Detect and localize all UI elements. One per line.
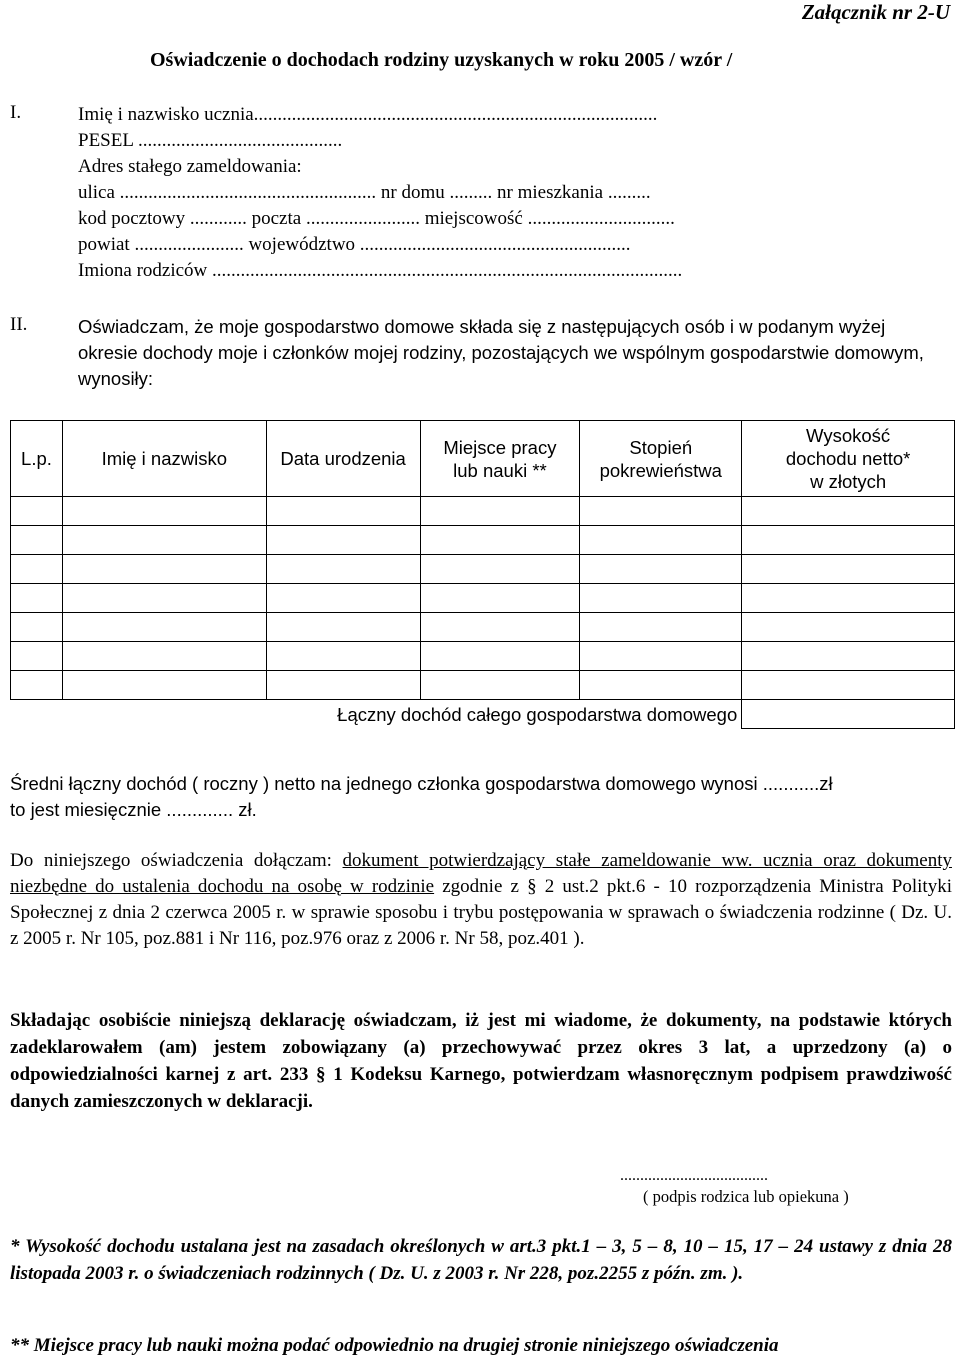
header-relationship: Stopień pokrewieństwa bbox=[580, 421, 742, 497]
header-income: Wysokość dochodu netto* w złotych bbox=[742, 421, 955, 497]
table-row[interactable] bbox=[11, 526, 955, 555]
county-line[interactable]: powiat ....................... województwo ......................................................... bbox=[78, 234, 631, 255]
table-header-row bbox=[11, 421, 955, 497]
attachments-paragraph: Do niniejszego oświadczenia dołączam: dokument potwierdzający stałe zameldowanie ww. ucznia oraz dokumenty niezbędne do ustalenia dochodu na osobę w rodzinie zgodnie z § 2 ust.2 pkt.6 - 10 rozporządzenia Ministra Polityki Społecznej z dnia 2 czerwca 2005 r. w sprawie sposobu i trybu postępowania w sprawach o świadczenia rodzinne ( Dz. U. z 2005 r. Nr 105, poz.881 i Nr 116, poz.976 oraz z 2006 r. Nr 58, poz.401 ). bbox=[10, 850, 952, 949]
footnote-income: * Wysokość dochodu ustalana jest na zasadach określonych w art.3 pkt.1 – 3, 5 – 8, 10 – 15, 17 – 24 ustawy z dnia 28 listopada 2003 r. o świadczeniach rodzinnych ( Dz. U. z 2003 r. Nr 228, poz.2255 z późn. zm. ). bbox=[10, 1236, 952, 1284]
header-workplace: Miejsce pracy lub nauki ** bbox=[420, 421, 580, 497]
section2-number: II. bbox=[10, 314, 28, 335]
table-row[interactable] bbox=[11, 555, 955, 584]
average-income bbox=[10, 771, 833, 823]
total-income-label: Łączny dochód całego gospodarstwa domowego bbox=[266, 700, 742, 729]
total-income-value[interactable] bbox=[742, 700, 955, 729]
monthly-income-line[interactable]: to jest miesięcznie ............. zł. bbox=[10, 799, 257, 820]
street-line[interactable]: ulica ...................................................... nr domu ......... nr mieszkania ......... bbox=[78, 182, 651, 203]
postal-code-line[interactable]: kod pocztowy ............ poczta ........................ miejscowość ............................... bbox=[78, 208, 675, 229]
pesel-line[interactable]: PESEL ........................................... bbox=[78, 130, 343, 151]
signature-line[interactable]: ..................................... bbox=[620, 1167, 768, 1184]
section1-number: I. bbox=[10, 102, 22, 123]
household-members-table bbox=[10, 420, 955, 729]
section1-fields bbox=[78, 102, 682, 284]
total-income-row bbox=[11, 700, 955, 729]
table-row[interactable] bbox=[11, 584, 955, 613]
signature-label: ( podpis rodzica lub opiekuna ) bbox=[643, 1187, 849, 1206]
average-income-line[interactable]: Średni łączny dochód ( roczny ) netto na jednego członka gospodarstwa domowego wynosi ...........zł bbox=[10, 773, 833, 794]
declaration-paragraph: Składając osobiście niniejszą deklarację oświadczam, iż jest mi wiadome, że dokumenty, na podstawie których zadeklarowałem (am) jestem zobowiązany (a) przechowywać przez okres 3 lat, a uprzedzony (a) o odpowiedzialności karnej z art. 233 § 1 Kodeksu Karnego, potwierdzam własnoręcznym podpisem prawdziwość danych zamieszczonych w deklaracji. bbox=[10, 1010, 952, 1112]
header-name: Imię i nazwisko bbox=[62, 421, 266, 497]
student-name-line[interactable]: Imię i nazwisko ucznia..................................................................................... bbox=[78, 104, 658, 125]
table-row[interactable] bbox=[11, 497, 955, 526]
document-title: Oświadczenie o dochodach rodziny uzyskanych w roku 2005 / wzór / bbox=[150, 49, 733, 71]
table-row[interactable] bbox=[11, 613, 955, 642]
header-date-of-birth: Data urodzenia bbox=[266, 421, 420, 497]
header-lp: L.p. bbox=[11, 421, 63, 497]
table-row[interactable] bbox=[11, 642, 955, 671]
parents-names-line[interactable]: Imiona rodziców ................................................................................................... bbox=[78, 260, 683, 281]
annex-label: Załącznik nr 2-U bbox=[801, 0, 950, 24]
table-row[interactable] bbox=[11, 671, 955, 700]
address-heading: Adres stałego zameldowania: bbox=[78, 156, 302, 177]
footnote-workplace: ** Miejsce pracy lub nauki można podać odpowiednio na drugiej stronie niniejszego oświadczenia bbox=[10, 1335, 779, 1356]
section2-statement: Oświadczam, że moje gospodarstwo domowe składa się z następujących osób i w podanym wyżej okresie dochody moje i członków mojej rodziny, pozostających we wspólnym gospodarstwie domowym, wynosiły: bbox=[78, 316, 924, 389]
